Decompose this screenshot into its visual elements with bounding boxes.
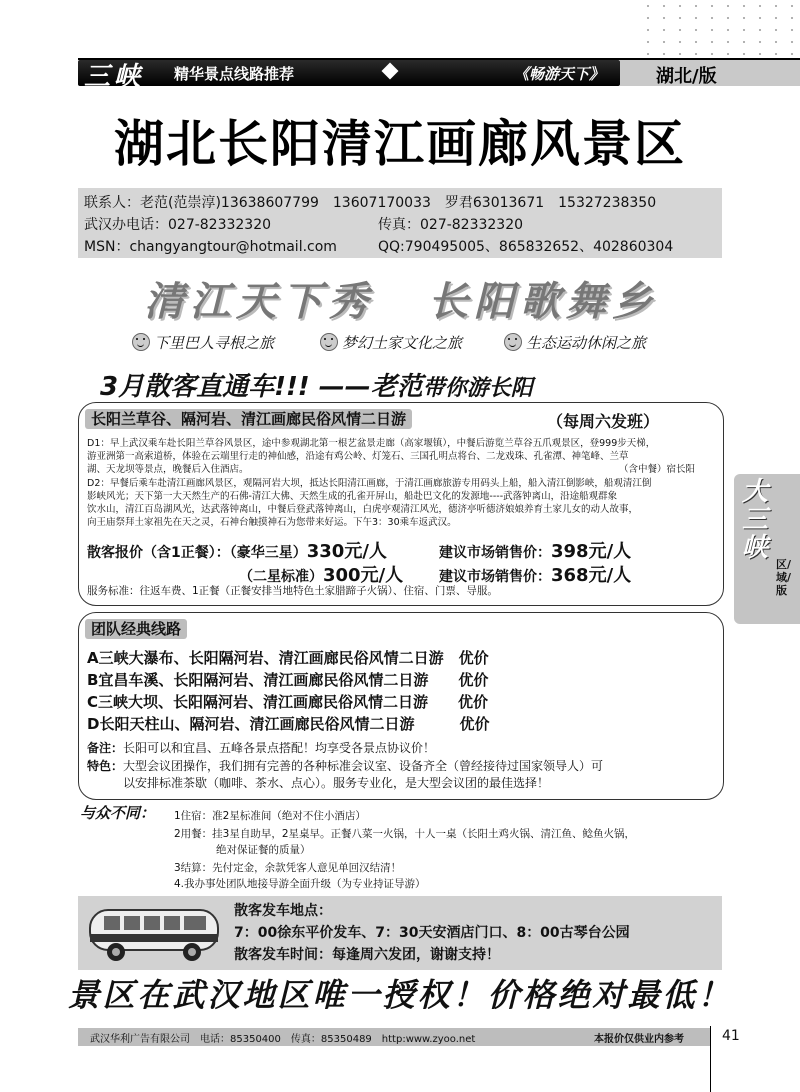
itinerary-d2-line-1: D2：早餐后乘车赴清江画廊风景区，观隔河岩大坝，抵达长阳清江画廊，于清江画廊旅游专用码头上船，船入清江倒影峡，船观清江倒 xyxy=(87,478,652,489)
diamond-icon xyxy=(382,63,399,80)
market-row-1 xyxy=(439,537,631,563)
page-title: 湖北长阳清江画廊风景区 xyxy=(114,115,686,173)
smiley-icon xyxy=(504,333,522,351)
remark: 备注：长阳可以和宜昌、五峰各景点搭配！均享受各景点协议价！ xyxy=(87,741,436,755)
footer-company: 武汉华利广告有限公司 电话：85350400 传真：85350489 http:www.zyoo.net xyxy=(90,1034,476,1045)
tour-themes xyxy=(132,332,692,354)
group-route-c: C三峡大坝、长阳隔河岩、清江画廊民俗风情二日游 优价 xyxy=(87,693,489,711)
itinerary-d1-tail: （含中餐）宿长阳 xyxy=(619,464,696,475)
slogan-part-2: 长阳歌舞乡 xyxy=(428,278,658,325)
service-standard: 服务标准：往返车费、1正餐（正餐安排当地特色土家腊蹄子火锅）、住宿、门票、导服。 xyxy=(87,585,498,597)
itinerary-d1-line-3: 湖、天龙坝等景点，晚餐后入住酒店。 xyxy=(87,464,249,475)
price-row-2 xyxy=(239,561,403,587)
smiley-icon xyxy=(320,333,338,351)
contact-qq: QQ:790495005、865832652、402860304 xyxy=(378,239,674,255)
price-row-1 xyxy=(87,537,387,563)
edition-band xyxy=(620,60,800,86)
difference-item-3: 3结算：先付定金，余款凭客人意见单回汉结清！ xyxy=(174,862,402,874)
feature: 特色：大型会议团操作，我们拥有完善的各种标准会议室、设备齐全（曾经接待过国家领导人）可 xyxy=(87,759,604,773)
footer-band xyxy=(78,1028,710,1046)
price1-value: 330元/人 xyxy=(306,541,387,562)
bottom-slogan: 景区在武汉地区唯一授权！价格绝对最低！ xyxy=(67,976,733,1014)
departure-title: 散客发车地点： xyxy=(234,903,332,919)
footer-divider xyxy=(710,1026,711,1092)
feature-cont: 以安排标准茶歇（咖啡、茶水、点心）。服务专业化，是大型会议团的最佳选择！ xyxy=(123,776,550,790)
difference-item-4: 4.我办事处团队地接导游全面升级（为专业持证导游） xyxy=(174,878,426,890)
differences-title: 与众不同： xyxy=(80,804,156,822)
header-tag: 精华景点线路推荐 xyxy=(174,65,295,83)
page-number: 41 xyxy=(722,1028,740,1044)
price-label: 散客报价（含1正餐）： xyxy=(87,545,230,561)
group-route-a: A三峡大瀑布、长阳隔河岩、清江画廊民俗风情二日游 优价 xyxy=(87,649,489,667)
two-day-tour-box xyxy=(78,402,724,606)
contact-fax: 传真：027-82332320 xyxy=(378,217,524,233)
side-tab-big: 大三峡 xyxy=(742,477,769,563)
price2-value: 300元/人 xyxy=(323,565,404,586)
market-label-2: 建议市场销售价： xyxy=(439,569,551,585)
tour-theme-1: 下里巴人寻根之旅 xyxy=(132,332,274,353)
group-routes-title: 团队经典线路 xyxy=(85,619,187,639)
edition-label: 湖北/版 xyxy=(656,66,717,87)
group-route-d: D长阳天柱山、隔河岩、清江画廊民俗风情二日游 优价 xyxy=(87,715,490,733)
itinerary-d2-line-2: 影峡风光；天下第一大天然生产的石佛-清江大佛、天然生成的孔雀开屏山，船赴巴文化的发源地----武落钟离山，沿途船观群象 xyxy=(87,491,618,502)
side-tab-small: 区/域/版 xyxy=(776,558,792,597)
price1-type: （豪华三星） xyxy=(229,545,307,561)
side-tab xyxy=(734,474,800,624)
magazine-name: 《畅游天下》 xyxy=(514,65,605,83)
itinerary-d1-line-2: 游亚洲第一高索道桥，体验在云端里行走的神仙感，沿途有鸡公岭、灯笼石、三国孔明点将台、二龙戏珠、孔雀潭、神笔峰、兰草 xyxy=(87,451,629,462)
tour-theme-2: 梦幻土家文化之旅 xyxy=(320,332,462,353)
departure-box xyxy=(78,896,722,970)
contact-line-1: 联系人：老范(范崇淳)13638607799 13607170033 罗君63013671 15327238350 xyxy=(84,195,657,211)
smiley-icon xyxy=(132,333,150,351)
departure-places: 7：00徐东平价发车、7：30天安酒店门口、8：00古琴台公园 xyxy=(234,925,630,941)
difference-item-2-cont: 绝对保证餐的质量） xyxy=(174,844,311,856)
market-label: 建议市场销售价： xyxy=(439,545,551,561)
contact-msn: MSN：changyangtour@hotmail.com xyxy=(84,239,337,255)
group-route-b: B宜昌车溪、长阳隔河岩、清江画廊民俗风情二日游 优价 xyxy=(87,671,489,689)
headline-by: 带你游长阳 xyxy=(422,375,533,401)
price2-type: （二星标准） xyxy=(239,569,323,585)
difference-item-2: 2用餐：挂3星自助早，2星桌早。正餐八菜一火锅，十人一桌（长阳土鸡火锅、清江鱼、鲶鱼火锅， xyxy=(174,828,636,840)
headline xyxy=(100,366,533,403)
weekly-schedule: （每周六发班） xyxy=(547,412,660,431)
slogan xyxy=(100,270,700,330)
itinerary-d2-line-3: 饮水山，清江百岛湖风光，达武落钟离山，中餐后登武落钟离山，白虎亭观清江风光，德济亭听德济娘娘养育土家儿女的动人故事， xyxy=(87,504,639,515)
market1-value: 398元/人 xyxy=(551,541,632,562)
tour-title: 长阳兰草谷、隔河岩、清江画廊民俗风情二日游 xyxy=(85,409,412,429)
contact-office-phone: 武汉办电话：027-82332320 xyxy=(84,217,272,233)
decorative-dots xyxy=(640,0,800,55)
header-band xyxy=(78,60,620,92)
itinerary-d1-line-1: D1：早上武汉乘车赴长阳兰草谷风景区，途中参观湖北第一根艺盆景走廊（高家堰镇），中餐后游览兰草谷五爪观景区，登999步天梯， xyxy=(87,438,656,449)
tour-theme-3: 生态运动休闲之旅 xyxy=(504,332,646,353)
slogan-part-1: 清江天下秀 xyxy=(144,278,374,325)
difference-item-1: 1住宿：准2星标准间（绝对不住小酒店） xyxy=(174,810,366,822)
contact-panel xyxy=(78,188,722,258)
header-logo: 三峡 xyxy=(84,62,145,92)
headline-main: 3月散客直通车!!! ——老范 xyxy=(100,372,423,402)
market2-value: 368元/人 xyxy=(551,565,632,586)
group-routes-box xyxy=(78,612,724,800)
itinerary-d2-line-4: 向王庙祭拜土家祖先在天之灵，石神台触摸神石为您带来好运。下午3：30乘车返武汉。 xyxy=(87,517,457,528)
departure-time: 散客发车时间：每逢周六发团，谢谢支持！ xyxy=(234,947,500,963)
market-row-2 xyxy=(439,561,631,587)
footer-reference: 本报价仅供业内参考 xyxy=(594,1034,684,1045)
bus-icon xyxy=(84,900,224,966)
